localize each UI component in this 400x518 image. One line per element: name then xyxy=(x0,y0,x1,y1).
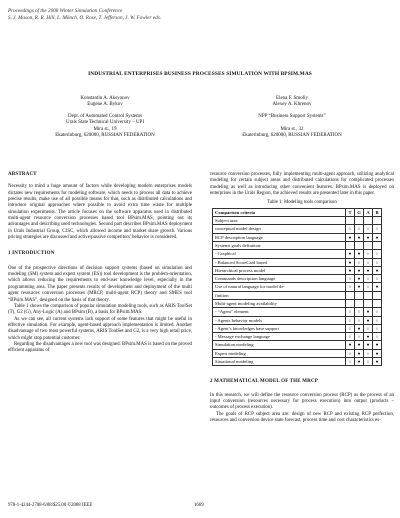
mark-cell: ● xyxy=(373,266,382,274)
mark-cell: ○ xyxy=(373,225,382,233)
section2-paragraph: In this research, we will define the resource conversion process (RCP) as the process of an input conversion (resources necessary for process execution) into output (products – outcomes of process execution). xyxy=(210,392,394,411)
mark-cell: ○ xyxy=(364,258,373,266)
author-name: Elena F. Smoliy xyxy=(276,96,308,101)
mark-cell: ○ xyxy=(364,250,373,258)
mark-cell: ○ xyxy=(355,258,364,266)
criteria-cell: - Agents behavior models xyxy=(213,316,346,324)
criteria-cell: RCP description language xyxy=(213,233,346,241)
affiliation-line: Urals State Technical University – UPI xyxy=(65,120,144,126)
footer-copyright: 978-1-4244-2708-6/08/$25.00 ©2008 IEEE xyxy=(8,503,93,508)
mark-cell: ● xyxy=(355,250,364,258)
criteria-cell: Subject area xyxy=(213,217,346,225)
mark-cell: ○ xyxy=(355,316,364,324)
introduction-heading: 1 INTRODUCTION xyxy=(8,251,55,257)
mark-cell: ● xyxy=(355,283,364,291)
authors-left xyxy=(40,96,170,139)
mark-cell: ● xyxy=(364,233,373,241)
table-row xyxy=(213,225,382,233)
table-row xyxy=(213,291,382,299)
mark-cell: ● xyxy=(346,266,355,274)
mark-cell: ● xyxy=(346,250,355,258)
page-number: 1669 xyxy=(194,503,204,508)
criteria-cell: finition xyxy=(213,291,346,299)
proceedings-header xyxy=(8,8,161,22)
mark-cell xyxy=(364,291,373,299)
criteria-cell: - Graphical xyxy=(213,250,346,258)
header-tool: T xyxy=(346,208,355,216)
table-row xyxy=(213,217,382,225)
mark-cell: ○ xyxy=(373,275,382,283)
criteria-cell: - Message exchange language xyxy=(213,333,346,341)
mark-cell: ● xyxy=(355,266,364,274)
table-row xyxy=(213,283,382,291)
mark-cell: ○ xyxy=(373,333,382,341)
criteria-cell: - Agent’s knowledges base support xyxy=(213,324,346,332)
mark-cell: ○ xyxy=(346,324,355,332)
mark-cell: ○ xyxy=(346,358,355,366)
mark-cell xyxy=(364,217,373,225)
mark-cell xyxy=(346,217,355,225)
header-tool: B xyxy=(373,208,382,216)
mark-cell xyxy=(346,299,355,307)
table-header-row xyxy=(213,208,382,216)
mark-cell xyxy=(364,241,373,249)
paper-title: INDUSTRIAL ENTERPRISES BUSINESS PROCESSES SIMULATION WITH BPSIM.MAS xyxy=(88,71,312,77)
section2-paragraph: The goals of RCP subject area are: design of new RCP and existing RCP perfection, resources and conversion device state forecast, process time and cost characteristics es- xyxy=(210,411,394,424)
abstract-heading: ABSTRACT xyxy=(8,172,37,177)
mark-cell xyxy=(355,291,364,299)
right-column xyxy=(210,172,394,424)
mark-cell: ● xyxy=(373,283,382,291)
mark-cell: ○ xyxy=(373,308,382,316)
mark-cell: ○ xyxy=(364,225,373,233)
intro-paragraph: Table 1 shows the comparison of popular simulation modeling tools, such as ARIS ToolSet (T), G2 (G), Any-Logic (A) and BPsim (B), a basis for BPsim.MAS. xyxy=(8,303,192,316)
criteria-cell: Expert modeling xyxy=(213,349,346,357)
table-caption: Table 1: Modeling tools comparison xyxy=(267,200,337,206)
mark-cell: ● xyxy=(355,324,364,332)
proceedings-title: Proceedings of the 2008 Winter Simulation Conference xyxy=(8,8,123,14)
author-name: Eugene A. Bykov xyxy=(87,102,123,108)
mark-cell xyxy=(373,217,382,225)
mark-cell xyxy=(373,241,382,249)
mark-cell: ● xyxy=(364,266,373,274)
header-criteria: Comparison criteria xyxy=(213,208,346,216)
affiliation-line: Dept. of Automated Control Systems xyxy=(67,113,143,119)
table-row xyxy=(213,250,382,258)
criteria-cell: - “Agent” element xyxy=(213,308,346,316)
mark-cell xyxy=(373,299,382,307)
mark-cell: ○ xyxy=(346,308,355,316)
section2-heading: 2 MATHEMATICAL MODEL OF THE MRCP xyxy=(210,379,319,385)
criteria-cell: Commands description language xyxy=(213,275,346,283)
intro-paragraph: One of the prospective directions of decision support systems (based on simulation and modeling (SM) system and expert system (ES)) tool development is the problem-orientation, which allows reducing the requirements to end-user knowledge level, especially in the programming area. The paper presents results of development and deployment of the multi agent resources conversion processes (MRCP, multi-agent RCP) theory and SMES tool “BPsim.MAS”, designed on the basis of that theory. xyxy=(8,265,192,303)
mark-cell: ○ xyxy=(346,316,355,324)
author-name: Alexey A. Khrenov xyxy=(272,102,312,108)
mark-cell: ○ xyxy=(364,358,373,366)
abstract-text: Necessity to mind a huge amount of factors while developing modern enterprises models dictates new requirements for modeling software, which needs to process all data to achieve precise results, make use of all possible means for that, such as distributed calculations and introduce original approaches where possible to avoid extra time waste for multiple simulation experiments. The article focuses on the software apparatus used in distributed multi-agent resource conversion processes based tool BPsim.MAS, pointing out its advantages and describing used technologies. Second part describes BPsim.MAS deployment in Urals Industrial Group, CJSC, which allowed income and market share growth. Various pricing strategies are discussed and active/passive competitors' behavior is considered. xyxy=(8,184,192,241)
mark-cell: ○ xyxy=(355,308,364,316)
criteria-cell: Simulation modeling xyxy=(213,341,346,349)
mark-cell: ○ xyxy=(373,324,382,332)
mark-cell: ● xyxy=(373,358,382,366)
mark-cell xyxy=(346,241,355,249)
mark-cell: ○ xyxy=(355,225,364,233)
mark-cell: ● xyxy=(373,233,382,241)
affiliation-line: Ekaterinburg, 620000, RUSSIAN FEDERATION xyxy=(242,133,342,139)
mark-cell xyxy=(355,299,364,307)
table-row xyxy=(213,333,382,341)
mark-cell: ● xyxy=(355,233,364,241)
mark-cell: ● xyxy=(346,258,355,266)
intro-continued: resource conversion processes, fully implementing multi-agent approach, utilizing analytical modeling for certain subject areas and distributed calculations for complicated processes modeling as well as introducing other convenient features. BPsim.MAS is deployed on enterprises in the Urals Region, the achieved results are presented later in this paper. xyxy=(210,172,394,197)
mark-cell xyxy=(373,291,382,299)
mark-cell: ○ xyxy=(364,275,373,283)
table-row xyxy=(213,316,382,324)
criteria-cell: Situational modeling xyxy=(213,358,346,366)
mark-cell: ○ xyxy=(346,283,355,291)
table-row xyxy=(213,258,382,266)
mark-cell: ● xyxy=(355,341,364,349)
mark-cell: ● xyxy=(364,316,373,324)
intro-paragraph: As we can see, all current systems lack support of some features that might be useful in effective simulation. For example, agent-based approach implementation is limited. Another disadvantage of two most powerful systems, ARIS ToolSet and G2, is a very high retail price, which might stop potential customer. xyxy=(8,316,192,341)
mark-cell: ● xyxy=(364,333,373,341)
author-name: Konstantin A. Aksyonov xyxy=(80,96,130,101)
affiliation-line: NPP “Business Support Systems” xyxy=(258,113,326,119)
mark-cell xyxy=(364,299,373,307)
criteria-cell: Hierarchical process model xyxy=(213,266,346,274)
mark-cell: ○ xyxy=(373,258,382,266)
table-row xyxy=(213,324,382,332)
table-row xyxy=(213,341,382,349)
criteria-cell: conceptual model design xyxy=(213,225,346,233)
intro-paragraph: Regarding the disadvantages a new tool was designed. BPsim.MAS is based on the proved efficient apparatus of xyxy=(8,341,192,354)
mark-cell: ● xyxy=(346,233,355,241)
mark-cell: ○ xyxy=(346,333,355,341)
table-row xyxy=(213,241,382,249)
mark-cell xyxy=(355,241,364,249)
table-row xyxy=(213,349,382,357)
proceedings-editors: S. J. Mason, R. R. Hill, L. Mönch, O. Rose, T. Jefferson, J. W. Fowler eds. xyxy=(8,15,162,21)
mark-cell xyxy=(346,291,355,299)
criteria-cell: Use of natural language for model de- xyxy=(213,283,346,291)
mark-cell: ● xyxy=(355,275,364,283)
mark-cell: ○ xyxy=(373,250,382,258)
table-row xyxy=(213,266,382,274)
criteria-cell: Systems goals definition: xyxy=(213,241,346,249)
criteria-cell: Multi-agent modeling availability xyxy=(213,299,346,307)
criteria-cell: - Balanced ScoreCard based xyxy=(213,258,346,266)
left-column xyxy=(8,172,192,355)
mark-cell: ● xyxy=(373,341,382,349)
mark-cell: ○ xyxy=(364,349,373,357)
table-row xyxy=(213,299,382,307)
mark-cell: ○ xyxy=(364,324,373,332)
table-row xyxy=(213,275,382,283)
mark-cell: ● xyxy=(373,349,382,357)
mark-cell: ○ xyxy=(346,349,355,357)
table-row xyxy=(213,308,382,316)
mark-cell: ● xyxy=(364,308,373,316)
mark-cell: ○ xyxy=(355,333,364,341)
mark-cell: ○ xyxy=(346,225,355,233)
mark-cell: ● xyxy=(355,358,364,366)
mark-cell xyxy=(355,217,364,225)
mark-cell: ● xyxy=(346,341,355,349)
mark-cell: ○ xyxy=(346,275,355,283)
header-tool: G xyxy=(355,208,364,216)
header-tool: A xyxy=(364,208,373,216)
table-row xyxy=(213,233,382,241)
mark-cell: ○ xyxy=(364,283,373,291)
mark-cell: ○ xyxy=(373,316,382,324)
authors-right xyxy=(222,96,362,139)
mark-cell: ● xyxy=(364,341,373,349)
comparison-table xyxy=(212,208,382,367)
affiliation-line: Ekaterinburg, 620000, RUSSIAN FEDERATION xyxy=(55,133,155,139)
affiliation-line: Mira st., 19 xyxy=(93,126,117,132)
affiliation-line: Mira st., 32 xyxy=(280,126,304,132)
table-row xyxy=(213,358,382,366)
mark-cell: ● xyxy=(355,349,364,357)
